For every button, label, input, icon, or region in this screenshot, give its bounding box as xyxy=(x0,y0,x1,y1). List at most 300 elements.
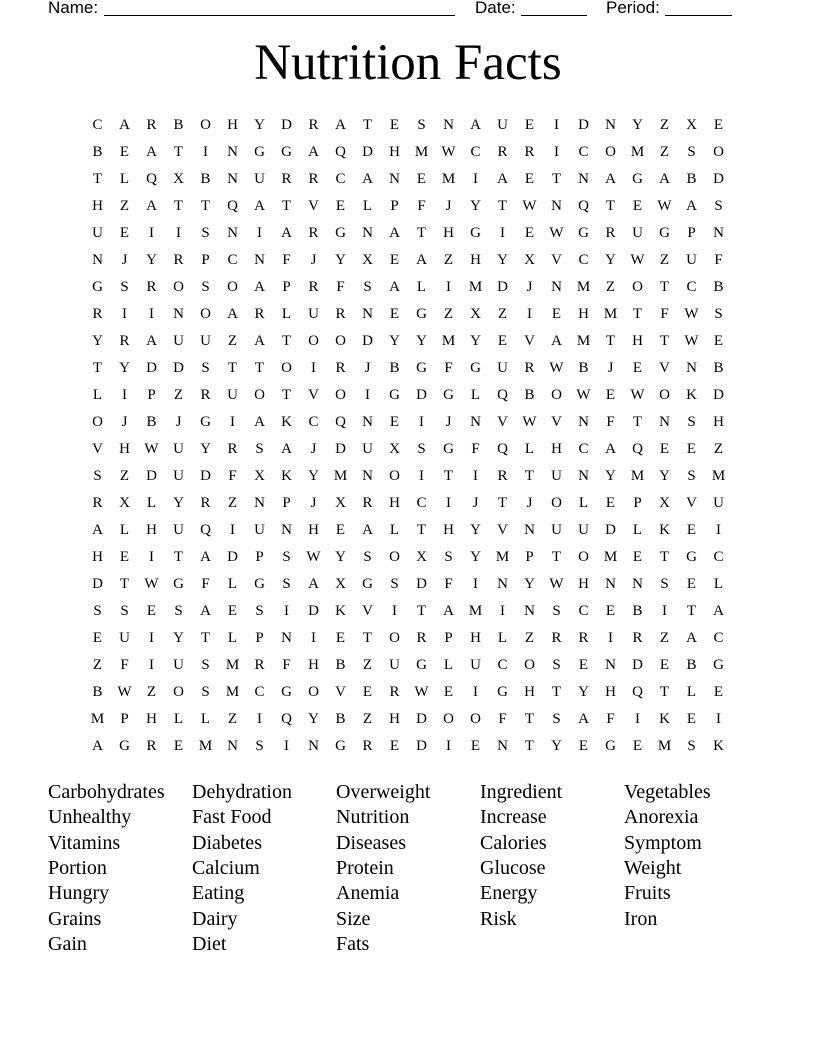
grid-letter[interactable]: P xyxy=(525,549,534,565)
grid-letter[interactable]: B xyxy=(578,360,589,376)
grid-letter[interactable]: I xyxy=(554,117,559,133)
grid-letter[interactable]: J xyxy=(364,360,371,376)
grid-letter[interactable]: S xyxy=(687,144,696,160)
grid-letter[interactable]: M xyxy=(90,711,105,727)
grid-letter[interactable]: D xyxy=(335,441,346,457)
grid-letter[interactable]: T xyxy=(92,360,103,376)
grid-letter[interactable]: B xyxy=(686,657,697,673)
grid-letter[interactable]: N xyxy=(227,225,238,241)
date-field-line[interactable] xyxy=(521,15,587,16)
grid-letter[interactable]: A xyxy=(659,171,670,187)
grid-letter[interactable]: U xyxy=(632,225,643,241)
grid-letter[interactable]: R xyxy=(497,468,508,484)
grid-letter[interactable]: O xyxy=(173,684,184,700)
grid-letter[interactable]: Y xyxy=(173,630,184,646)
grid-letter[interactable]: F xyxy=(444,576,453,592)
grid-letter[interactable]: N xyxy=(362,414,373,430)
grid-letter[interactable]: O xyxy=(389,549,400,565)
grid-letter[interactable]: I xyxy=(149,225,154,241)
grid-letter[interactable]: Y xyxy=(200,441,211,457)
grid-letter[interactable]: O xyxy=(713,144,724,160)
grid-letter[interactable]: G xyxy=(389,387,400,403)
grid-letter[interactable]: U xyxy=(92,225,103,241)
grid-letter[interactable]: W xyxy=(549,225,564,241)
grid-letter[interactable]: M xyxy=(711,468,726,484)
grid-letter[interactable]: R xyxy=(524,144,535,160)
grid-letter[interactable]: I xyxy=(527,306,532,322)
grid-letter[interactable]: R xyxy=(362,495,373,511)
grid-letter[interactable]: E xyxy=(119,225,130,241)
grid-letter[interactable]: S xyxy=(255,738,264,754)
grid-letter[interactable]: S xyxy=(363,279,372,295)
grid-letter[interactable]: G xyxy=(254,576,265,592)
grid-letter[interactable]: F xyxy=(606,711,615,727)
grid-letter[interactable]: M xyxy=(225,684,240,700)
grid-letter[interactable]: H xyxy=(92,198,103,214)
grid-letter[interactable]: T xyxy=(281,198,292,214)
grid-letter[interactable]: D xyxy=(632,657,643,673)
grid-letter[interactable]: Y xyxy=(470,549,481,565)
grid-letter[interactable]: N xyxy=(254,252,265,268)
grid-letter[interactable]: T xyxy=(524,738,535,754)
grid-letter[interactable]: I xyxy=(500,603,505,619)
grid-letter[interactable]: E xyxy=(335,630,346,646)
grid-letter[interactable]: Y xyxy=(389,333,400,349)
grid-letter[interactable]: W xyxy=(549,576,564,592)
grid-letter[interactable]: E xyxy=(119,549,130,565)
grid-letter[interactable]: Y xyxy=(92,333,103,349)
grid-letter[interactable]: H xyxy=(524,684,535,700)
grid-letter[interactable]: O xyxy=(578,549,589,565)
grid-letter[interactable]: O xyxy=(470,711,481,727)
grid-letter[interactable]: G xyxy=(443,387,454,403)
grid-letter[interactable]: G xyxy=(713,657,724,673)
grid-letter[interactable]: E xyxy=(713,117,724,133)
grid-letter[interactable]: M xyxy=(603,306,618,322)
grid-letter[interactable]: F xyxy=(336,279,345,295)
grid-letter[interactable]: W xyxy=(414,684,429,700)
grid-letter[interactable]: N xyxy=(524,522,535,538)
grid-letter[interactable]: E xyxy=(119,144,130,160)
grid-letter[interactable]: Q xyxy=(632,441,643,457)
grid-letter[interactable]: R xyxy=(389,684,400,700)
grid-letter[interactable]: Y xyxy=(497,252,508,268)
grid-letter[interactable]: L xyxy=(632,522,643,538)
grid-letter[interactable]: H xyxy=(146,522,157,538)
grid-letter[interactable]: Y xyxy=(335,549,346,565)
grid-letter[interactable]: E xyxy=(632,360,643,376)
grid-letter[interactable]: N xyxy=(281,630,292,646)
grid-letter[interactable]: E xyxy=(335,522,346,538)
grid-letter[interactable]: X xyxy=(416,549,427,565)
grid-letter[interactable]: V xyxy=(551,252,562,268)
grid-letter[interactable]: R xyxy=(335,360,346,376)
grid-letter[interactable]: W xyxy=(144,441,159,457)
grid-letter[interactable]: O xyxy=(551,495,562,511)
grid-letter[interactable]: J xyxy=(526,495,533,511)
grid-letter[interactable]: A xyxy=(443,603,454,619)
grid-letter[interactable]: G xyxy=(200,414,211,430)
grid-letter[interactable]: Z xyxy=(713,441,724,457)
grid-letter[interactable]: C xyxy=(497,657,508,673)
grid-letter[interactable]: F xyxy=(471,441,480,457)
grid-letter[interactable]: Y xyxy=(524,576,535,592)
grid-letter[interactable]: L xyxy=(443,657,454,673)
grid-letter[interactable]: N xyxy=(551,198,562,214)
grid-letter[interactable]: T xyxy=(497,495,508,511)
grid-letter[interactable]: M xyxy=(495,549,510,565)
grid-letter[interactable]: D xyxy=(308,603,319,619)
grid-letter[interactable]: Y xyxy=(605,468,616,484)
grid-letter[interactable]: B xyxy=(335,657,346,673)
grid-letter[interactable]: U xyxy=(227,387,238,403)
grid-letter[interactable]: F xyxy=(417,198,426,214)
grid-letter[interactable]: C xyxy=(92,117,103,133)
grid-letter[interactable]: E xyxy=(389,738,400,754)
grid-letter[interactable]: L xyxy=(173,711,184,727)
grid-letter[interactable]: E xyxy=(362,684,373,700)
grid-letter[interactable]: H xyxy=(146,711,157,727)
grid-letter[interactable]: N xyxy=(470,414,481,430)
grid-letter[interactable]: N xyxy=(281,522,292,538)
grid-letter[interactable]: O xyxy=(443,711,454,727)
grid-letter[interactable]: A xyxy=(713,603,724,619)
grid-letter[interactable]: W xyxy=(684,306,699,322)
grid-letter[interactable]: H xyxy=(605,684,616,700)
grid-letter[interactable]: I xyxy=(662,603,667,619)
grid-letter[interactable]: H xyxy=(227,117,238,133)
grid-letter[interactable]: D xyxy=(227,549,238,565)
grid-letter[interactable]: X xyxy=(254,468,265,484)
grid-letter[interactable]: J xyxy=(310,495,317,511)
grid-letter[interactable]: Y xyxy=(335,252,346,268)
grid-letter[interactable]: B xyxy=(713,279,724,295)
grid-letter[interactable]: T xyxy=(524,711,535,727)
grid-letter[interactable]: Y xyxy=(416,333,427,349)
grid-letter[interactable]: I xyxy=(716,522,721,538)
grid-letter[interactable]: I xyxy=(149,630,154,646)
grid-letter[interactable]: N xyxy=(308,738,319,754)
grid-letter[interactable]: H xyxy=(389,144,400,160)
grid-letter[interactable]: G xyxy=(605,738,616,754)
grid-letter[interactable]: C xyxy=(335,171,346,187)
grid-letter[interactable]: V xyxy=(497,414,508,430)
grid-letter[interactable]: H xyxy=(578,576,589,592)
grid-letter[interactable]: J xyxy=(121,414,128,430)
grid-letter[interactable]: A xyxy=(146,144,157,160)
grid-letter[interactable]: C xyxy=(578,441,589,457)
grid-letter[interactable]: Z xyxy=(119,468,130,484)
grid-letter[interactable]: Z xyxy=(227,711,238,727)
grid-letter[interactable]: R xyxy=(308,117,319,133)
grid-letter[interactable]: Q xyxy=(335,414,346,430)
grid-letter[interactable]: J xyxy=(175,414,182,430)
grid-letter[interactable]: O xyxy=(281,360,292,376)
grid-letter[interactable]: M xyxy=(225,657,240,673)
grid-letter[interactable]: L xyxy=(227,630,238,646)
grid-letter[interactable]: U xyxy=(254,171,265,187)
grid-letter[interactable]: U xyxy=(173,468,184,484)
grid-letter[interactable]: B xyxy=(146,414,157,430)
grid-letter[interactable]: K xyxy=(659,711,670,727)
grid-letter[interactable]: R xyxy=(308,171,319,187)
grid-letter[interactable]: M xyxy=(657,738,672,754)
grid-letter[interactable]: N xyxy=(524,603,535,619)
grid-letter[interactable]: T xyxy=(200,630,211,646)
grid-letter[interactable]: Y xyxy=(254,117,265,133)
grid-letter[interactable]: E xyxy=(389,306,400,322)
grid-letter[interactable]: I xyxy=(473,171,478,187)
grid-letter[interactable]: O xyxy=(227,279,238,295)
grid-letter[interactable]: N xyxy=(497,576,508,592)
grid-letter[interactable]: F xyxy=(201,576,210,592)
grid-letter[interactable]: I xyxy=(284,603,289,619)
grid-letter[interactable]: H xyxy=(308,657,319,673)
grid-letter[interactable]: F xyxy=(282,252,291,268)
grid-letter[interactable]: Y xyxy=(551,738,562,754)
grid-letter[interactable]: I xyxy=(149,306,154,322)
grid-letter[interactable]: Z xyxy=(605,279,616,295)
grid-letter[interactable]: T xyxy=(362,117,373,133)
grid-letter[interactable]: Y xyxy=(308,468,319,484)
grid-letter[interactable]: A xyxy=(605,441,616,457)
grid-letter[interactable]: Y xyxy=(119,360,130,376)
grid-letter[interactable]: E xyxy=(686,441,697,457)
grid-letter[interactable]: S xyxy=(714,306,723,322)
grid-letter[interactable]: K xyxy=(281,468,292,484)
grid-letter[interactable]: D xyxy=(173,360,184,376)
grid-letter[interactable]: K xyxy=(335,603,346,619)
grid-letter[interactable]: C xyxy=(254,684,265,700)
grid-letter[interactable]: W xyxy=(630,252,645,268)
grid-letter[interactable]: E xyxy=(443,684,454,700)
grid-letter[interactable]: X xyxy=(119,495,130,511)
grid-letter[interactable]: O xyxy=(632,279,643,295)
grid-letter[interactable]: I xyxy=(608,630,613,646)
grid-letter[interactable]: S xyxy=(417,441,426,457)
grid-letter[interactable]: T xyxy=(443,468,454,484)
grid-letter[interactable]: L xyxy=(281,306,292,322)
grid-letter[interactable]: U xyxy=(470,657,481,673)
grid-letter[interactable]: S xyxy=(174,603,183,619)
grid-letter[interactable]: R xyxy=(281,171,292,187)
grid-letter[interactable]: S xyxy=(552,657,561,673)
grid-letter[interactable]: L xyxy=(227,576,238,592)
grid-letter[interactable]: D xyxy=(605,522,616,538)
grid-letter[interactable]: T xyxy=(659,333,670,349)
grid-letter[interactable]: E xyxy=(686,576,697,592)
grid-letter[interactable]: Z xyxy=(92,657,103,673)
grid-letter[interactable]: Z xyxy=(659,630,670,646)
grid-letter[interactable]: R xyxy=(200,495,211,511)
grid-letter[interactable]: W xyxy=(549,360,564,376)
grid-letter[interactable]: U xyxy=(389,657,400,673)
grid-letter[interactable]: E xyxy=(389,414,400,430)
grid-letter[interactable]: R xyxy=(551,630,562,646)
grid-letter[interactable]: N xyxy=(227,171,238,187)
grid-letter[interactable]: F xyxy=(606,414,615,430)
grid-letter[interactable]: E xyxy=(92,630,103,646)
grid-letter[interactable]: A xyxy=(308,144,319,160)
grid-letter[interactable]: A xyxy=(119,117,130,133)
grid-letter[interactable]: M xyxy=(441,171,456,187)
grid-letter[interactable]: A xyxy=(551,333,562,349)
grid-letter[interactable]: D xyxy=(497,279,508,295)
grid-letter[interactable]: I xyxy=(122,387,127,403)
grid-letter[interactable]: Y xyxy=(470,333,481,349)
grid-letter[interactable]: P xyxy=(147,387,156,403)
grid-letter[interactable]: S xyxy=(93,603,102,619)
grid-letter[interactable]: R xyxy=(200,387,211,403)
grid-letter[interactable]: C xyxy=(578,144,589,160)
grid-letter[interactable]: M xyxy=(468,603,483,619)
grid-letter[interactable]: S xyxy=(444,549,453,565)
grid-letter[interactable]: M xyxy=(333,468,348,484)
grid-letter[interactable]: C xyxy=(308,414,319,430)
grid-letter[interactable]: L xyxy=(713,576,724,592)
grid-letter[interactable]: U xyxy=(551,468,562,484)
grid-letter[interactable]: M xyxy=(414,144,429,160)
grid-letter[interactable]: R xyxy=(92,306,103,322)
grid-letter[interactable]: L xyxy=(470,387,481,403)
grid-letter[interactable]: R xyxy=(146,279,157,295)
grid-letter[interactable]: C xyxy=(578,252,589,268)
grid-letter[interactable]: G xyxy=(578,225,589,241)
grid-letter[interactable]: Y xyxy=(146,252,157,268)
grid-letter[interactable]: R xyxy=(578,630,589,646)
grid-letter[interactable]: Z xyxy=(173,387,184,403)
grid-letter[interactable]: D xyxy=(92,576,103,592)
grid-letter[interactable]: Z xyxy=(659,117,670,133)
grid-letter[interactable]: N xyxy=(578,468,589,484)
grid-letter[interactable]: M xyxy=(576,333,591,349)
grid-letter[interactable]: I xyxy=(473,684,478,700)
grid-letter[interactable]: V xyxy=(362,603,373,619)
grid-letter[interactable]: L xyxy=(362,198,373,214)
grid-letter[interactable]: E xyxy=(659,657,670,673)
grid-letter[interactable]: R xyxy=(524,360,535,376)
grid-letter[interactable]: I xyxy=(230,522,235,538)
grid-letter[interactable]: N xyxy=(632,576,643,592)
grid-letter[interactable]: N xyxy=(92,252,103,268)
grid-letter[interactable]: H xyxy=(308,522,319,538)
grid-letter[interactable]: A xyxy=(281,441,292,457)
grid-letter[interactable]: A xyxy=(362,522,373,538)
period-field-line[interactable] xyxy=(665,15,732,16)
grid-letter[interactable]: A xyxy=(227,306,238,322)
grid-letter[interactable]: I xyxy=(203,144,208,160)
grid-letter[interactable]: N xyxy=(551,279,562,295)
grid-letter[interactable]: N xyxy=(389,171,400,187)
grid-letter[interactable]: X xyxy=(173,171,184,187)
grid-letter[interactable]: E xyxy=(632,549,643,565)
grid-letter[interactable]: D xyxy=(362,333,373,349)
grid-letter[interactable]: O xyxy=(389,468,400,484)
grid-letter[interactable]: Y xyxy=(470,522,481,538)
grid-letter[interactable]: A xyxy=(200,549,211,565)
grid-letter[interactable]: S xyxy=(687,414,696,430)
grid-letter[interactable]: B xyxy=(524,387,535,403)
grid-letter[interactable]: X xyxy=(686,117,697,133)
grid-letter[interactable]: T xyxy=(659,684,670,700)
grid-letter[interactable]: O xyxy=(659,387,670,403)
grid-letter[interactable]: J xyxy=(607,360,614,376)
grid-letter[interactable]: W xyxy=(441,144,456,160)
grid-letter[interactable]: P xyxy=(390,198,399,214)
grid-letter[interactable]: E xyxy=(686,711,697,727)
grid-letter[interactable]: A xyxy=(362,171,373,187)
grid-letter[interactable]: S xyxy=(390,576,399,592)
grid-letter[interactable]: B xyxy=(389,360,400,376)
grid-letter[interactable]: A xyxy=(686,630,697,646)
grid-letter[interactable]: Q xyxy=(497,441,508,457)
grid-letter[interactable]: U xyxy=(119,630,130,646)
grid-letter[interactable]: G xyxy=(335,738,346,754)
grid-letter[interactable]: L xyxy=(389,522,400,538)
grid-letter[interactable]: N xyxy=(362,306,373,322)
grid-letter[interactable]: U xyxy=(173,522,184,538)
grid-letter[interactable]: A xyxy=(605,171,616,187)
grid-letter[interactable]: A xyxy=(146,333,157,349)
grid-letter[interactable]: P xyxy=(282,495,291,511)
grid-letter[interactable]: C xyxy=(686,279,697,295)
grid-letter[interactable]: H xyxy=(713,414,724,430)
grid-letter[interactable]: G xyxy=(632,171,643,187)
grid-letter[interactable]: N xyxy=(497,738,508,754)
grid-letter[interactable]: C xyxy=(416,495,427,511)
grid-letter[interactable]: N xyxy=(443,117,454,133)
grid-letter[interactable]: E xyxy=(713,333,724,349)
grid-letter[interactable]: A xyxy=(389,279,400,295)
grid-letter[interactable]: N xyxy=(173,306,184,322)
grid-letter[interactable]: Q xyxy=(200,522,211,538)
grid-letter[interactable]: A xyxy=(578,711,589,727)
grid-letter[interactable]: E xyxy=(524,171,535,187)
grid-letter[interactable]: X xyxy=(389,441,400,457)
grid-letter[interactable]: V xyxy=(308,387,319,403)
grid-letter[interactable]: A xyxy=(497,171,508,187)
grid-letter[interactable]: O xyxy=(200,306,211,322)
grid-letter[interactable]: U xyxy=(713,495,724,511)
grid-letter[interactable]: E xyxy=(389,252,400,268)
grid-letter[interactable]: Y xyxy=(605,252,616,268)
grid-letter[interactable]: G xyxy=(281,684,292,700)
grid-letter[interactable]: A xyxy=(389,225,400,241)
grid-letter[interactable]: G xyxy=(281,144,292,160)
grid-letter[interactable]: L xyxy=(578,495,589,511)
grid-letter[interactable]: P xyxy=(255,549,264,565)
grid-letter[interactable]: A xyxy=(92,738,103,754)
grid-letter[interactable]: S xyxy=(552,603,561,619)
grid-letter[interactable]: R xyxy=(119,333,130,349)
grid-letter[interactable]: O xyxy=(389,630,400,646)
grid-letter[interactable]: X xyxy=(335,495,346,511)
grid-letter[interactable]: I xyxy=(284,738,289,754)
grid-letter[interactable]: I xyxy=(446,495,451,511)
grid-letter[interactable]: P xyxy=(255,630,264,646)
grid-letter[interactable]: F xyxy=(282,657,291,673)
grid-letter[interactable]: V xyxy=(686,495,697,511)
grid-letter[interactable]: T xyxy=(686,603,697,619)
grid-letter[interactable]: O xyxy=(200,117,211,133)
grid-letter[interactable]: R xyxy=(227,441,238,457)
grid-letter[interactable]: Z xyxy=(227,333,238,349)
grid-letter[interactable]: D xyxy=(200,468,211,484)
grid-letter[interactable]: B xyxy=(632,603,643,619)
grid-letter[interactable]: H xyxy=(443,522,454,538)
grid-letter[interactable]: K xyxy=(281,414,292,430)
grid-letter[interactable]: N xyxy=(659,414,670,430)
